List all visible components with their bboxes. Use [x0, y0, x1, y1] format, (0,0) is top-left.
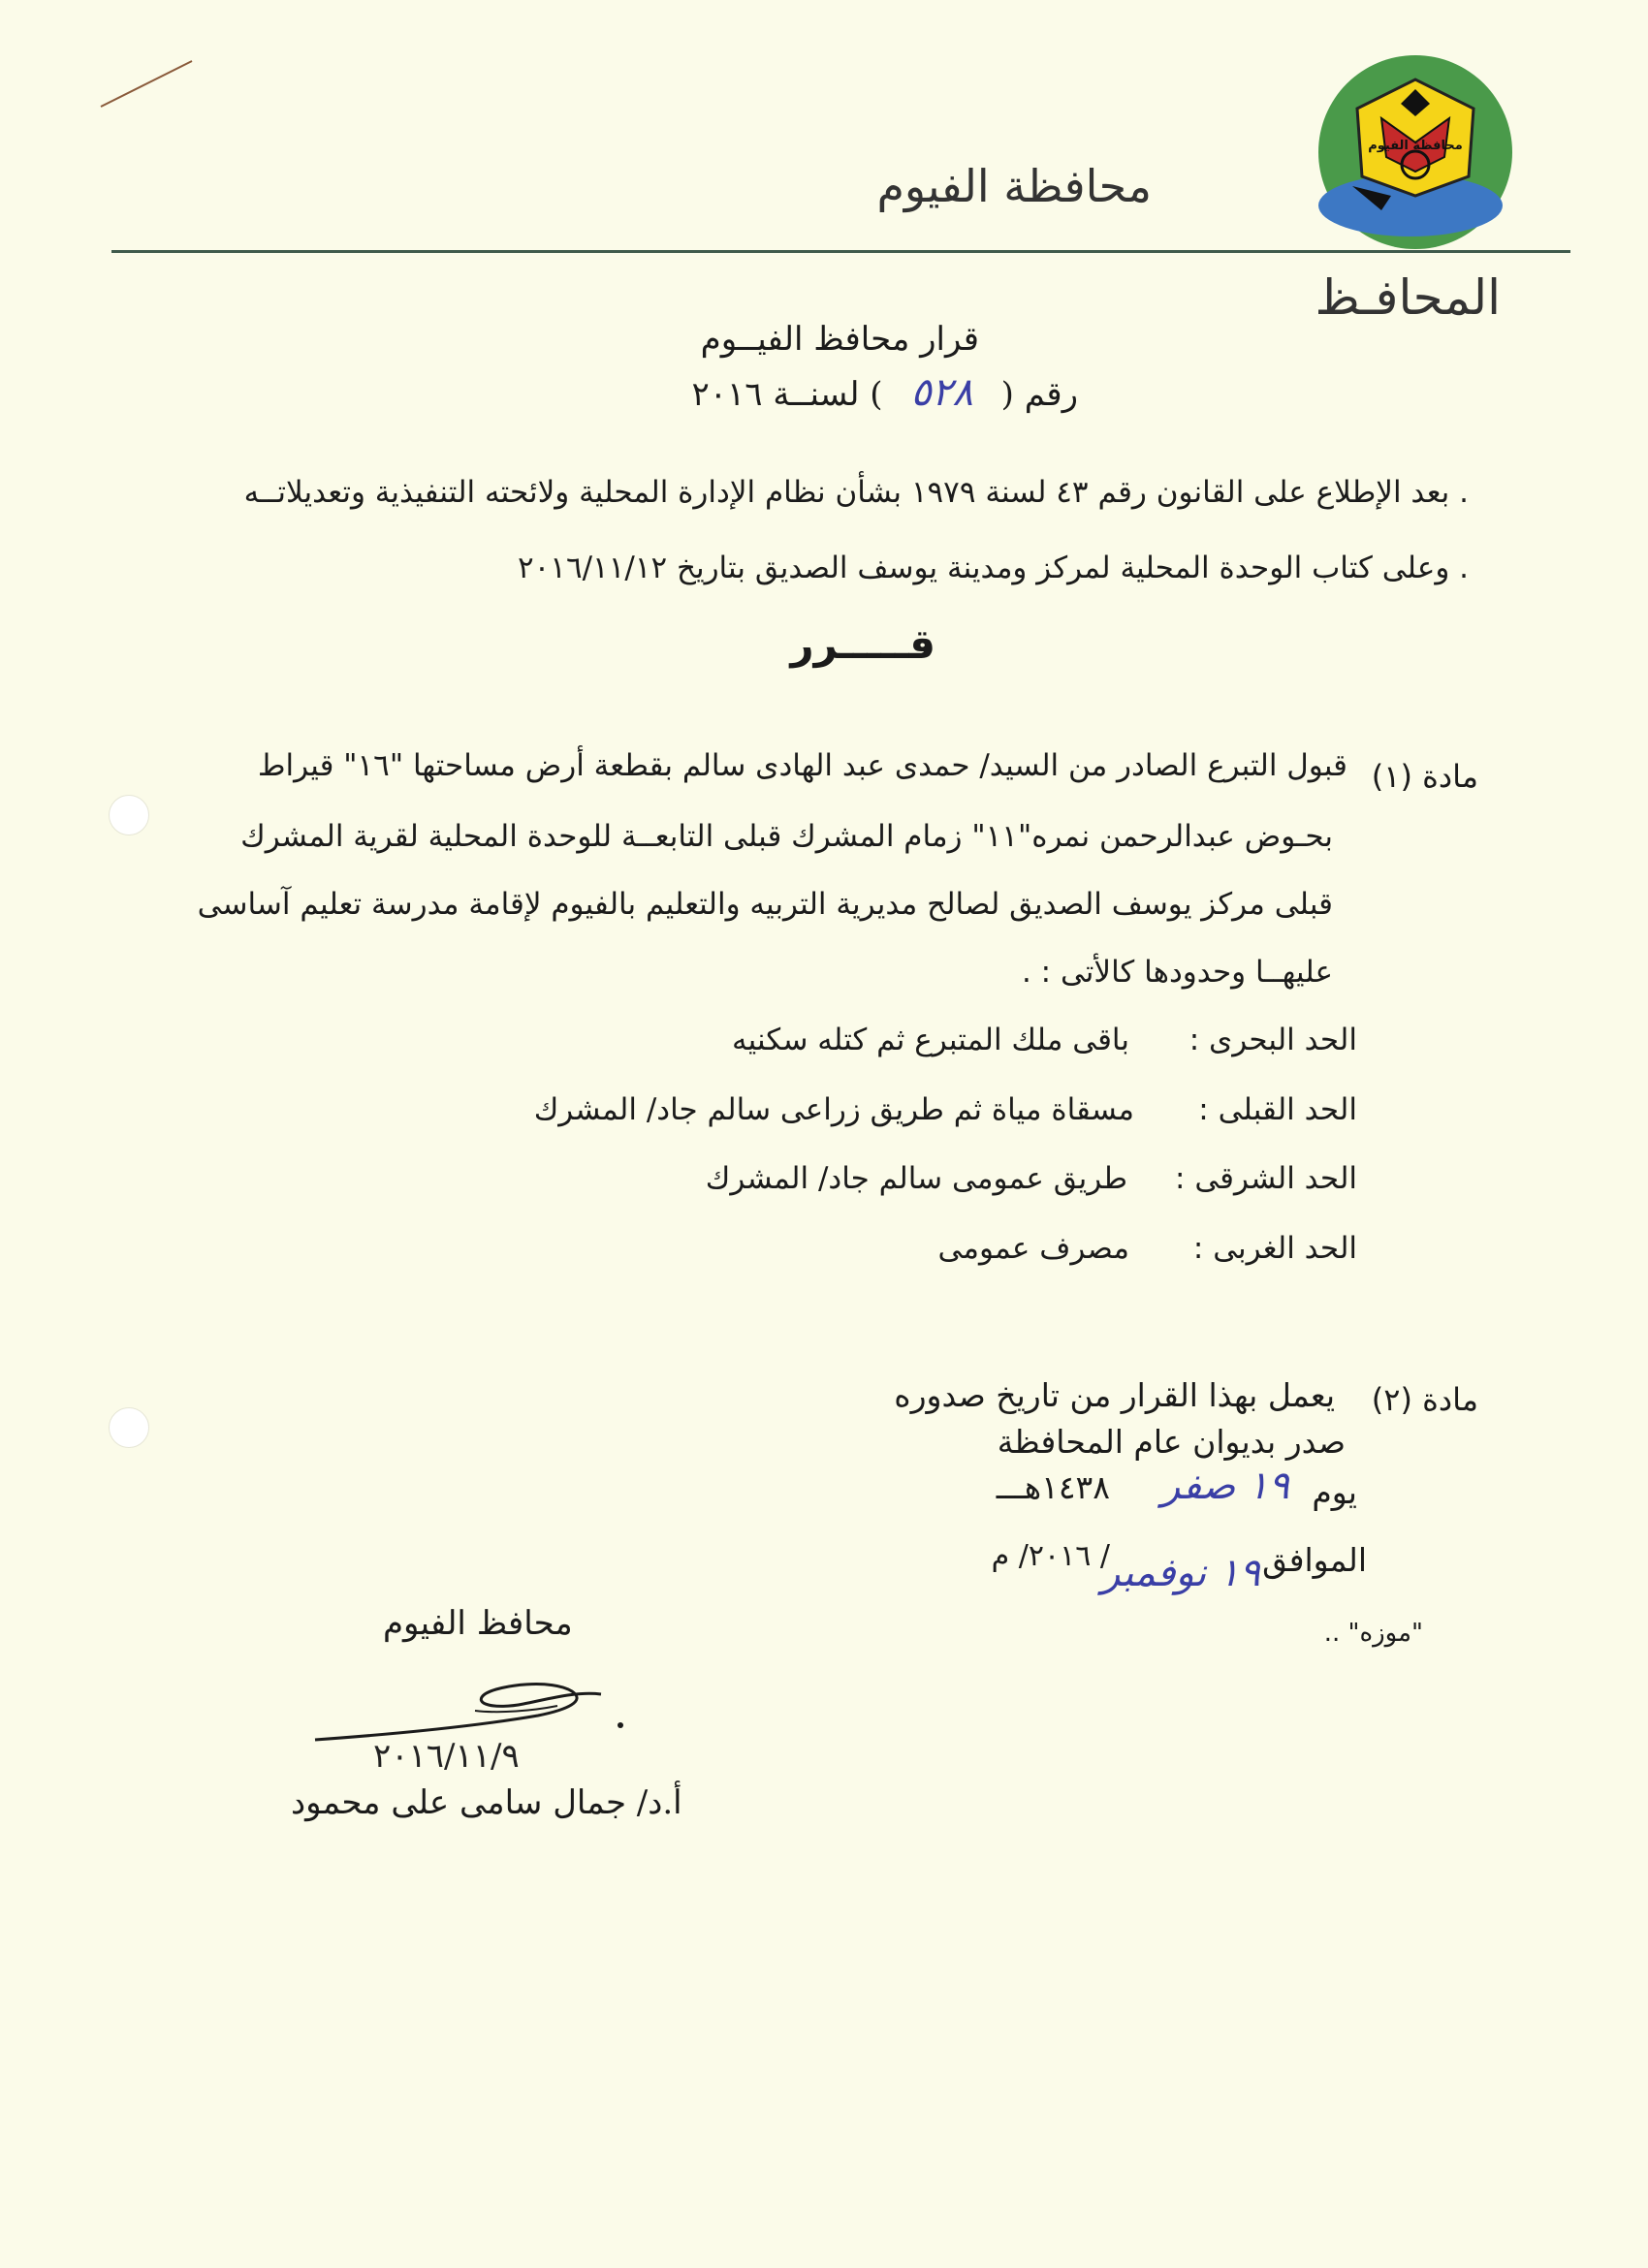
bound-label: الحد القبلى :	[1198, 1092, 1357, 1127]
day-handwritten: ١٩ صفر	[1161, 1464, 1289, 1508]
bound-label: الحد الغربى :	[1192, 1231, 1357, 1266]
decision-number-prefix: رقم (	[1000, 375, 1078, 414]
signatory-title: محافظ الفيوم	[383, 1604, 573, 1643]
pen-mark	[97, 53, 204, 111]
bound-value: مسقاة مياة ثم طريق زراعى سالم جاد/ المشرك	[533, 1092, 1134, 1127]
preamble-line-1: . بعد الإطلاع على القانون رقم ٤٣ لسنة ١٩٧٩ بشأن نظام الإدارة المحلية ولائحته التنفيذية وتعديلاتــه	[243, 475, 1469, 510]
gregorian-printed: / ٢٠١٦/ م	[991, 1539, 1110, 1573]
article-1-line: قبول التبرع الصادر من السيد/ حمدى عبد الهادى سالم بقطعة أرض مساحتها "١٦" قيراط	[257, 748, 1347, 783]
bound-label: الحد الشرقى :	[1175, 1161, 1357, 1196]
article-1-line: بحـوض عبدالرحمن نمره"١١" زمام المشرك قبلى التابعــة للوحدة المحلية لقرية المشرك	[240, 819, 1333, 854]
governorate-emblem-icon	[1314, 50, 1517, 254]
signatory-name: أ.د/ جمال سامى على محمود	[291, 1783, 682, 1822]
signature-date-handwritten: ٢٠١٦/١١/٩	[373, 1737, 520, 1776]
decides-heading: قـــــرر	[790, 620, 935, 668]
preamble-line-2: . وعلى كتاب الوحدة المحلية لمركز ومدينة يوسف الصديق بتاريخ ٢٠١٦/١١/١٢	[518, 551, 1469, 585]
gregorian-handwritten: ١٩ نوفمبر	[1101, 1551, 1260, 1595]
governorate-name: محافظة الفيوم	[876, 160, 1152, 212]
punch-hole	[109, 1407, 149, 1448]
clerk-initials: "موزه" ..	[1323, 1619, 1423, 1648]
article-2-text: يعمل بهذا القرار من تاريخ صدوره	[894, 1376, 1335, 1414]
decision-number-line	[692, 370, 1078, 415]
hijri-year: ١٤٣٨هـــ	[996, 1468, 1110, 1506]
article-1-label: مادة (١)	[1371, 758, 1478, 795]
emblem-text: محافظة الفيوم	[1368, 139, 1463, 153]
punch-hole	[109, 795, 149, 835]
office-title: المحافـظ	[1315, 269, 1501, 326]
corresponding-label: الموافق	[1262, 1541, 1367, 1579]
header-rule	[111, 250, 1570, 253]
bound-value: مصرف عمومى	[937, 1231, 1129, 1266]
issued-line: صدر بديوان عام المحافظة	[997, 1423, 1346, 1461]
article-2-label: مادة (٢)	[1371, 1381, 1478, 1418]
bound-value: باقى ملك المتبرع ثم كتله سكنيه	[732, 1023, 1129, 1057]
bound-label: الحد البحرى :	[1188, 1023, 1357, 1057]
article-1-line: قبلى مركز يوسف الصديق لصالح مديرية التربيه والتعليم بالفيوم لإقامة مدرسة تعليم آساسى	[197, 887, 1333, 922]
article-1-line: عليهــا وحدودها كالأتى : .	[1021, 955, 1333, 990]
day-label: يوم	[1312, 1473, 1357, 1511]
decision-number-handwritten: ٥٢٨	[910, 370, 973, 415]
decision-title: قرار محافظ الفيــوم	[700, 320, 979, 359]
decision-number-suffix: ) لسنــة ٢٠١٦	[691, 375, 883, 414]
bound-value: طريق عمومى سالم جاد/ المشرك	[705, 1161, 1127, 1196]
